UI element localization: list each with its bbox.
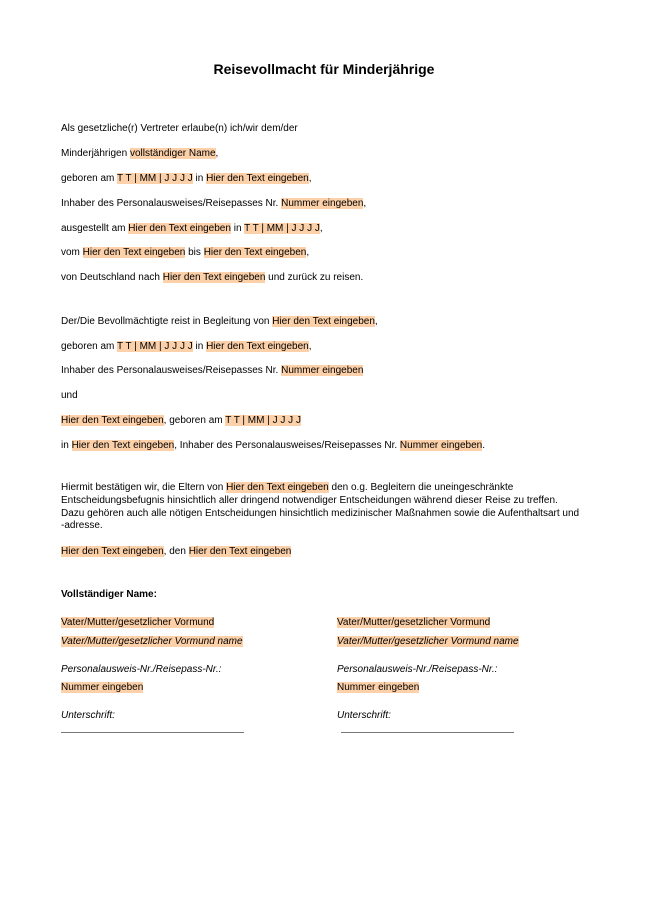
signer2-role-field[interactable]: Vater/Mutter/gesetzlicher Vormund [337,617,491,628]
minor-name-line: Minderjährigen vollständiger Name, [61,148,219,159]
signer1-role [61,616,214,629]
date-field[interactable]: Hier den Text eingeben [188,546,292,557]
signer2-signature-label: Unterschrift: [337,710,391,721]
companion-line: Der/Die Bevollmächtigte reist in Begleitung von Hier den Text eingeben, [61,316,378,327]
second-companion-line: Hier den Text eingeben, geboren am T T | MM | J J J J [61,415,301,426]
companion-name-field[interactable]: Hier den Text eingeben [272,316,375,327]
issued-label: ausgestellt am [61,223,129,234]
companion-birth-date-field[interactable]: T T | MM | J J J J [116,341,193,352]
destination-line: von Deutschland nach Hier den Text eingeben und zurück zu reisen. [61,272,364,283]
minor-birth-date-field[interactable]: T T | MM | J J J J [116,173,193,184]
signer1-id-number [61,681,143,694]
signer1-name-field[interactable]: Vater/Mutter/gesetzlicher Vormund name [61,636,243,647]
from-label: vom [61,247,83,258]
place-date-line: Hier den Text eingeben, den Hier den Text eingeben [61,546,292,557]
signer2-role-name [337,635,519,648]
minor-name-field[interactable]: vollständiger Name [129,148,216,159]
issued-date-field[interactable]: Hier den Text eingeben [128,223,231,234]
minor-passport-number-field[interactable]: Nummer eingeben [281,198,364,209]
full-name-heading: Vollständiger Name: [61,589,157,600]
minor-label: Minderjährigen [61,148,130,159]
companion-passport-line: Inhaber des Personalausweises/Reisepasses Nr. Nummer eingeben [61,365,364,376]
signer2-name-field[interactable]: Vater/Mutter/gesetzlicher Vormund name [337,636,519,647]
second-companion-passport-number-field[interactable]: Nummer eingeben [399,440,483,451]
signer2-id-number [337,681,419,694]
destination-field[interactable]: Hier den Text eingeben [162,272,266,283]
issued-place-field[interactable]: T T | MM | J J J J [244,223,320,234]
minor-birth-line: geboren am T T | MM | J J J J in Hier den Text eingeben, [61,173,312,184]
destination-label: von Deutschland nach [61,272,163,283]
signer2-signature-line[interactable] [341,732,514,733]
intro-line [61,122,298,135]
signer2-id-label: Personalausweis-Nr./Reisepass-Nr.: [337,664,498,675]
issued-line: ausgestellt am Hier den Text eingeben in T T | MM | J J J J, [61,223,323,234]
signer1-id-label: Personalausweis-Nr./Reisepass-Nr.: [61,664,222,675]
signer2-role [337,616,490,629]
second-companion-birth-date-field[interactable]: T T | MM | J J J J [225,415,301,426]
travel-to-field[interactable]: Hier den Text eingeben [203,247,307,258]
intro-text: Als gesetzliche(r) Vertreter erlaube(n) ich/wir dem/der [61,123,298,134]
document-title: Reisevollmacht für Minderjährige [213,61,435,77]
companion-passport-number-field[interactable]: Nummer eingeben [281,365,364,376]
confirmation-paragraph: Hiermit bestätigen wir, die Eltern von Hier den Text eingeben den o.g. Begleitern die uneingeschränkte Entscheidungsbefugnis hinsichtlich aller dringend notwendiger Entscheidungen während dieser Reise zu treffen. Dazu gehören auch alle nötigen Entscheidungen hinsichtlich medizinischer Maßnahmen sowie die Aufenthaltsart und -adresse. [61,482,580,532]
signer1-role-field[interactable]: Vater/Mutter/gesetzlicher Vormund [61,617,215,628]
child-name-field[interactable]: Hier den Text eingeben [226,482,329,493]
signer1-role-name [61,635,243,648]
and-text: und [61,390,78,401]
passport-label: Inhaber des Personalausweises/Reisepasses Nr. [61,198,282,209]
travel-from-field[interactable]: Hier den Text eingeben [82,247,186,258]
minor-passport-line: Inhaber des Personalausweises/Reisepasses Nr. Nummer eingeben, [61,198,367,209]
born-label: geboren am [61,173,117,184]
companion-birth-line: geboren am T T | MM | J J J J in Hier den Text eingeben, [61,341,312,352]
minor-birth-place-field[interactable]: Hier den Text eingeben [206,173,309,184]
signer1-signature-label: Unterschrift: [61,710,115,721]
companion-birth-place-field[interactable]: Hier den Text eingeben [206,341,309,352]
travel-period-line: vom Hier den Text eingeben bis Hier den Text eingeben, [61,247,310,258]
second-companion-name-field[interactable]: Hier den Text eingeben [61,415,164,426]
second-companion-passport-line: in Hier den Text eingeben, Inhaber des Personalausweises/Reisepasses Nr. Nummer eingeben. [61,440,485,451]
second-companion-birth-place-field[interactable]: Hier den Text eingeben [71,440,175,451]
place-field[interactable]: Hier den Text eingeben [61,546,164,557]
companion-label: Der/Die Bevollmächtigte reist in Begleitung von [61,316,273,327]
signer2-id-field[interactable]: Nummer eingeben [337,682,420,693]
signer1-id-field[interactable]: Nummer eingeben [61,682,144,693]
and-line [61,389,78,402]
signer1-signature-line[interactable] [61,732,244,733]
